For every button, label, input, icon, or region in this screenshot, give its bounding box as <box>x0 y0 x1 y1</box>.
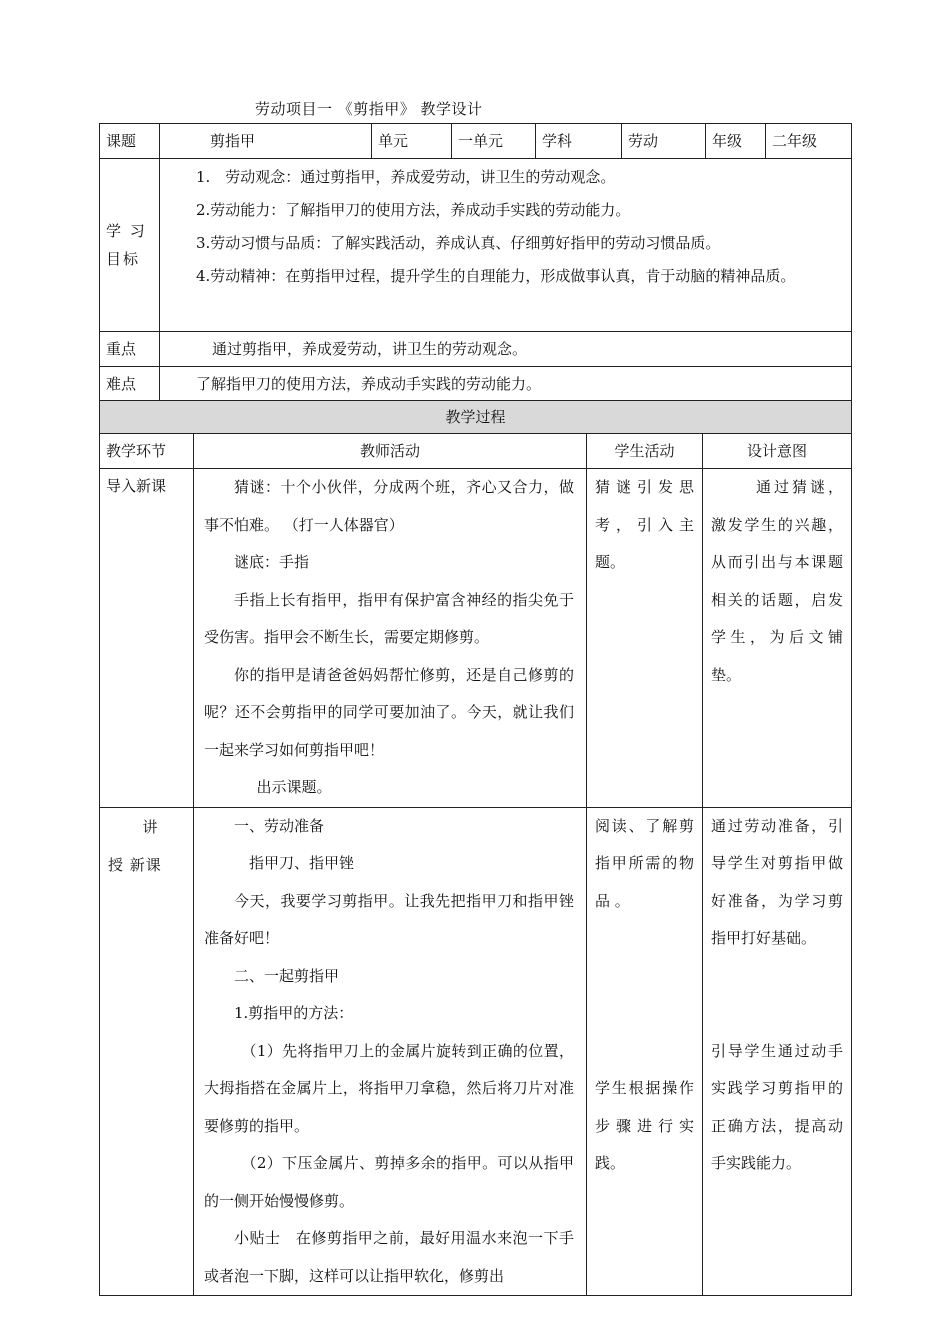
intro-teacher-para: 猜谜：十个小伙伴，分成两个班，齐心又合力，做事不怕难。 （打一人体器官） <box>204 478 574 534</box>
intro-teacher-para: 谜底：手指 <box>234 553 310 571</box>
intro-student-text: 猜谜引发思考，引入主题。 <box>595 478 694 571</box>
intro-teacher-para: 你的指甲是请爸爸妈妈帮忙修剪，还是自己修剪的呢？还不会剪指甲的同学可要加油了。今天，就让我们一起来学习如何剪指甲吧！ <box>204 665 574 759</box>
lecture-teacher-para: 今天，我要学习剪指甲。让我先把指甲刀和指甲锉准备好吧！ <box>204 891 574 947</box>
lecture-teacher-para: 二、一起剪指甲 <box>234 966 340 985</box>
process-heading-row <box>100 401 852 434</box>
process-table <box>99 400 852 1296</box>
intro-stage: 导入新课 <box>100 469 194 808</box>
header-student: 学生活动 <box>587 434 703 469</box>
intro-row <box>100 469 852 808</box>
grade-label: 年级 <box>706 124 766 159</box>
lecture-intent <box>703 807 852 1296</box>
lecture-teacher-para: （1）先将指甲刀上的金属片旋转到正确的位置，大拇指搭在金属片上，将指甲刀拿稳，然后将刀片对准要修剪的指甲。 <box>204 1041 574 1135</box>
key-point-label: 重点 <box>100 332 160 367</box>
header-teacher: 教师活动 <box>194 434 587 469</box>
document-title: 劳动项目一 《剪指甲》 教学设计 <box>255 100 483 118</box>
intro-intent-text: 通过猜谜，激发学生的兴趣，从而引出与本课题相关的话题，启发学生，为后文铺垫。 <box>711 478 844 684</box>
intro-teacher-para: 手指上长有指甲，指甲有保护富含神经的指尖免于受伤害。指甲会不断生长，需要定期修剪。 <box>204 590 574 646</box>
subject-value: 劳动 <box>622 124 706 159</box>
lecture-student-text: 学生根据操作步骤进行实践。 <box>595 1079 694 1172</box>
unit-label: 单元 <box>372 124 452 159</box>
difficulty-label: 难点 <box>100 367 160 402</box>
intro-intent <box>703 469 852 808</box>
intro-student <box>587 469 703 808</box>
subject-label: 学科 <box>536 124 622 159</box>
process-header-row <box>100 434 852 469</box>
grade-value: 二年级 <box>766 124 852 159</box>
lecture-student-text: 阅读、了解剪指甲所需的物品 。 <box>595 816 694 910</box>
lecture-intent-text: 通过劳动准备，引导学生对剪指甲做好准备，为学习剪指甲打好基础。 <box>711 816 844 947</box>
lecture-row <box>100 807 852 1296</box>
lecture-teacher-para: 小贴士 在修剪指甲之前，最好用温水来泡一下手或者泡一下脚，这样可以让指甲软化，修剪出 <box>204 1229 574 1285</box>
lecture-intent-text: 引导学生通过动手实践学习剪指甲的正确方法，提高动手实践能力。 <box>711 1041 844 1172</box>
lecture-teacher-para: 一、劳动准备 <box>234 816 325 835</box>
difficulty-text: 了解指甲刀的使用方法，养成动手实践的劳动能力。 <box>160 367 852 402</box>
topic-value: 剪指甲 <box>160 124 372 159</box>
objectives-row <box>100 159 852 332</box>
info-row <box>100 124 852 159</box>
lecture-teacher <box>194 807 587 1296</box>
topic-label: 课题 <box>100 124 160 159</box>
info-table <box>99 123 852 402</box>
unit-value: 一单元 <box>452 124 536 159</box>
lecture-stage-text: 讲 授 新课 <box>108 817 162 874</box>
lecture-teacher-para: 指甲刀、指甲锉 <box>249 854 355 872</box>
header-stage: 教学环节 <box>100 434 194 469</box>
objectives-label: 学 习 目标 <box>100 159 160 332</box>
objectives-list <box>160 159 852 332</box>
difficulty-row <box>100 367 852 402</box>
objective-item: 2.劳动能力：了解指甲刀的使用方法，养成动手实践的劳动能力。 <box>196 201 631 219</box>
objective-item: 1. 劳动观念：通过剪指甲，养成爱劳动，讲卫生的劳动观念。 <box>196 168 616 186</box>
lecture-student <box>587 807 703 1296</box>
key-point-row <box>100 332 852 367</box>
intro-teacher-para: 出示课题。 <box>256 778 332 796</box>
lecture-teacher-para: （2）下压金属片、剪掉多余的指甲。可以从指甲的一侧开始慢慢修剪。 <box>204 1154 574 1210</box>
key-point-text: 通过剪指甲，养成爱劳动，讲卫生的劳动观念。 <box>160 332 852 367</box>
objective-item: 4.劳动精神：在剪指甲过程，提升学生的自理能力，形成做事认真，肯于动脑的精神品质。 <box>196 267 796 285</box>
process-heading: 教学过程 <box>100 401 852 434</box>
objective-item: 3.劳动习惯与品质：了解实践活动，养成认真、仔细剪好指甲的劳动习惯品质。 <box>196 234 721 252</box>
lecture-stage <box>100 807 194 1296</box>
intro-teacher <box>194 469 587 808</box>
header-intent: 设计意图 <box>703 434 852 469</box>
lecture-teacher-para: 1.剪指甲的方法： <box>234 1004 354 1022</box>
